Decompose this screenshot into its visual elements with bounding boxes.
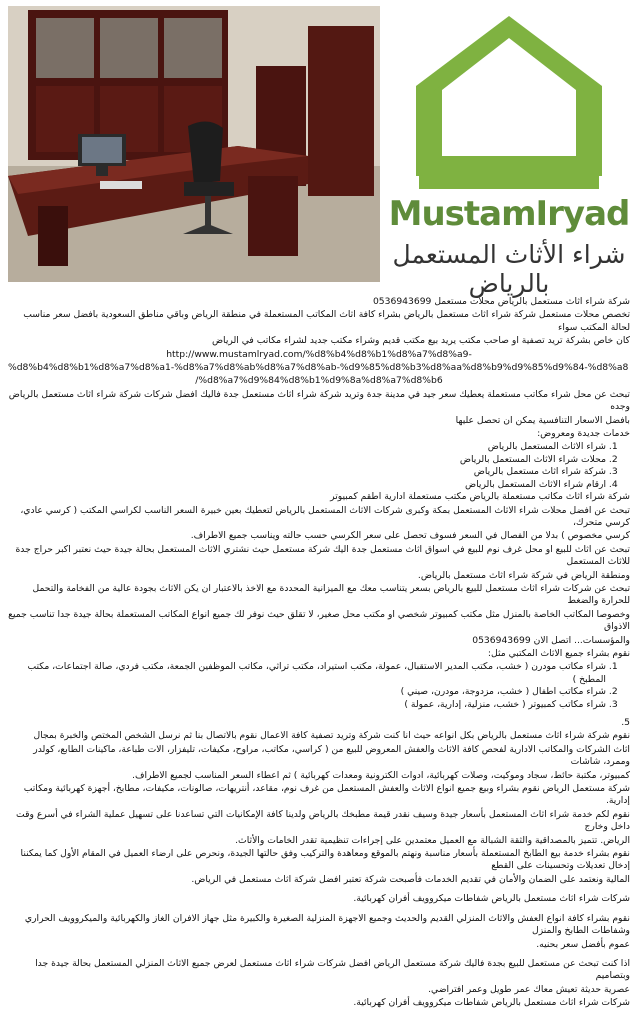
services-title: خدمات جديدة ومعروض: xyxy=(537,428,630,440)
paragraph: نقوم لكم خدمة شراء اثاث المستعمل بأسعار جيدة وسيف نقدر قيمة مطبخك بالرياض ولدينا كافة الإمكانيات التي تساعدنا على تسهيل عملية الشراء في أسرع وقت داخل وخارج xyxy=(16,808,630,833)
company-logo xyxy=(386,6,632,298)
paragraph: نقوم بشراء خدمة بيع الطابخ المستعملة بأسعار مناسبة ونهتم بالموقع ومعاهدة والتركيب وفق حالتها الجيدة، ونحرص على ارضاء العميل في المقام الأول كما يمكننا إدخال تعديلات وتحسينات على القطع xyxy=(20,848,630,872)
paragraph: الرياض. تتميز بالمصداقية والثقة الشبالة مع العميل معتمدين على إجراءات تنظيمية تقدر الخامات والأثاث. xyxy=(235,834,630,846)
paragraph: شركة شراء اثاث مكاتب مستعملة بالرياض مكتب مستعملة ادارية اطقم كمبيوتر xyxy=(330,491,630,503)
header-banner xyxy=(0,0,638,298)
paragraph: والمؤسسات... اتصل الان 0536943699 xyxy=(472,634,630,646)
url-link[interactable]: http://www.mustamlryad.com/%d8%b4%d8%b1%d8%a7%d8%a9- xyxy=(166,348,472,360)
paragraph: تخصص محلات مستعمل شركة شراء اثاث مستعمل بالرياض بشراء كافة اثاث المكاتب المستعملة في منطقة الرياض وباقي مناطق السعودية بافضل سعر مناسب لحالة المكتب سواء xyxy=(23,309,630,333)
paragraph: اثاث الشركات والمكاتب الادارية لفحص كافة الاثاث والعفش المعروض للبيع من ( كراسي، مكاتب، مراوح، مكيفات، تليفزار، الات طباعة، ماكينات الطابع، كولدر وممرد، شاشات xyxy=(33,743,630,768)
logo-brand-text: MustamIryad xyxy=(388,194,630,234)
list-item: 3. شراء مكاتب كمبيوتر ( خشب، منزلية، إدارية، عمولة ) xyxy=(8,699,606,711)
paragraph: تبحث عن شركات شراء اثاث مستعمل للبيع بالرياض بسعر يتناسب معك مع الميزانية المحددة مع الاخذ بالاعتبار ان يكن الاثاث بجودة عالية من الفخامة والتحمل للحرارة والضغط xyxy=(32,582,630,607)
list-item: 2. محلات شراء الاثاث المستعمل بالرياض xyxy=(8,454,606,466)
paragraph: شركات شراء اثاث مستعمل بالرياض شفاطات ميكروويف أفران كهربائية. xyxy=(353,997,630,1009)
services-list xyxy=(8,441,630,491)
paragraph: بافضل الاسعار التنافسية يمكن ان تحصل عليها xyxy=(455,414,630,426)
paragraph: تبحث عن محل شراء مكاتب مستعملة يعطيك سعر جيد في مدينة جدة وتريد شركة شراء اثاث مستعمل جدة فاليك افضل شركات شركة شراء اثاث مستعمل بالرياض وجده xyxy=(8,388,630,413)
paragraph: شركة مستعمل الرياض نقوم بشراء وبيع جميع انواع الاثاث والعفش المستعمل من غرف نوم، مقاعد، أنتريهات، صالونات، مكيفات، مطابخ، أجهزة كهربائية ومكاتب إدارية. xyxy=(23,783,630,807)
paragraph: نقوم شركة شراء اثاث مستعمل بالرياض بكل انواعه حيث انا كنت شركة وتريد تصفية كافة الاعمال نقوم بالاتصال بنا ثم نرسل الشخص المختص والخبرة بمجال xyxy=(33,730,630,742)
url-link[interactable]: %d8%b4%d8%b1%d8%a7%d8%a1-%d8%a7%d8%ab%d8%a7%d8%ab-%d9%85%d8%b3%d8%aa%d8%b9%d9%85%d9%84-%d8%a8 xyxy=(8,362,629,374)
office-furniture-photo xyxy=(8,6,380,282)
paragraph: كان خاص بشركة تريد تصفية او صاحب مكتب يريد بيع مكتب قديم وشراء مكتب جديد لشراء مكاتب في الرياض xyxy=(211,335,630,347)
intro-line: شركة شراء اثاث مستعمل بالرياض محلات مستعمل 0536943699 xyxy=(372,296,630,307)
offices-list xyxy=(8,661,630,711)
paragraph: ومنطقة الرياض في شركة شراء اثاث مستعمل بالرياض. xyxy=(417,569,630,581)
paragraph: المالية ونعتمد على الضمان والأمان في تقديم الخدمات فأصبحت شركة تعتبر افضل شركة اثاث مستعمل في الرياض. xyxy=(191,873,630,885)
paragraph: عموم بأفضل سعر بحنيه. xyxy=(536,938,630,950)
paragraph: نقوم بشراء كافة انواع العفش والاثاث المنزلي القديم والحديث وجميع الاجهزة المنزلية الصغيرة والكبيرة مثل جهاز الافران الغاز والكهربائية والميكروويف الحراري وشفاطات الطابخ والمنزل xyxy=(24,912,630,937)
list-item: 1. شراء الاثاث المستعمل بالرياض xyxy=(8,441,606,453)
office-furniture-illustration xyxy=(8,6,380,282)
offices-title: نقوم بشراء جميع الاثاث المكتبي مثل: xyxy=(487,647,630,659)
paragraph: كمبيوتر، مكتبة حائط، سجاد وموكيت، وصلات كهربائية، ادوات الكترونية ومعدات كهربائية ) ثم اعطاء السعر المناسب لجميع الاطراف. xyxy=(132,769,630,781)
article-body xyxy=(8,296,630,1011)
logo-tagline: شراء الأثاث المستعمل بالرياض xyxy=(392,240,626,298)
list-number: 5. xyxy=(621,717,630,728)
paragraph: اذا كنت تبحث عن مستعمل للبيع بجدة فاليك شركة مستعمل الرياض افضل شركات شراء اثاث مستعمل لعرض جميع الاثاث المنزلي المستعمل بحالة جيدة جدا وبتصاميم xyxy=(35,957,630,982)
paragraph: تبحث عن اثاث للبيع او محل غرف نوم للبيع في اسواق اثاث مستعمل جدة اليك شركة مستعمل حيث نشتري الاثاث المستعمل بحالة جيدة حيث نعتبر اكبر حراج جدة للاثاث المستعمل xyxy=(15,543,630,568)
paragraph: وخصوصا المكاتب الخاصة بالمنزل مثل مكتب كمبيوتر شخصي او مكتب محل صغير، لا تقلق حيث نوفر لك جميع انواع المكاتب المستعملة بحالة جيدة جدا تناسب جميع الاذواق xyxy=(8,608,630,633)
list-item: 2. شراء مكاتب اطفال ( خشب، مزدوجة، مودرن، صيني ) xyxy=(8,686,606,698)
list-item: 1. شراء مكاتب مودرن ( خشب، مكتب المدير الاستقبال، عمولة، مكتب استيراد، مكتب تراثي، مكاتب الموظفين الجمعة، مكتب فردي، صالة اجتماعات، مكتب المطبخ ) xyxy=(8,661,606,686)
paragraph: شركات شراء اثاث مستعمل بالرياض شفاطات ميكروويف أفران كهربائية. xyxy=(353,893,630,905)
paragraph: عصرية حديثة تعيش معاك عمر طويل وعمر افتراضي. xyxy=(428,983,630,995)
list-item: 4. ارقام شراء الاثاث المستعمل بالرياض xyxy=(8,479,606,491)
list-item: 3. شركة شراء اثاث مستعمل بالرياض xyxy=(8,466,606,478)
paragraph: كرسي مخصوص ) بدلا من الفصال في السعر فسوف تحصل على سعر الكرسي حسب حالته ويناسب جميع الاطراف. xyxy=(190,530,630,542)
paragraph: تبحث عن افضل محلات شراء الاثاث المستعمل بمكة وكبرى شركات الاثاث المستعمل بالرياض لتعطيك بعين خبيرة السعر الناسب لكراسي المكتب ( كرسي عادي، كرسي متحرك، xyxy=(20,504,630,528)
url-link[interactable]: /%d8%a7%d9%84%d8%b1%d9%8a%d8%a7%d8%b6 xyxy=(195,375,443,387)
house-logo-icon xyxy=(386,6,632,196)
